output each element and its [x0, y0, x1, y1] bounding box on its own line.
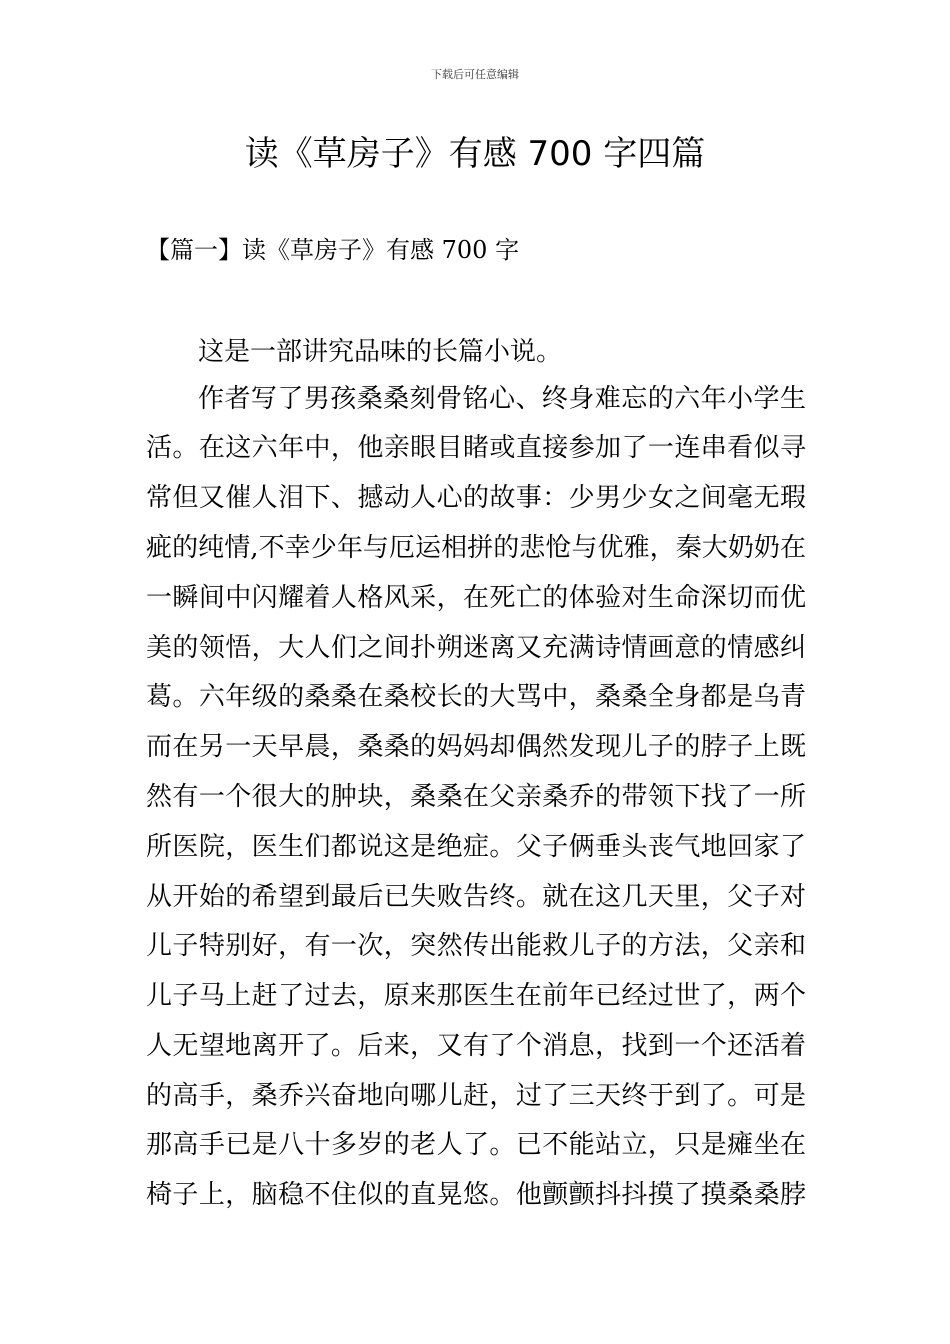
body-line: 作者写了男孩桑桑刻骨铭心、终身难忘的六年小学生 [198, 384, 806, 414]
body-line: 那高手已是八十多岁的老人了。已不能站立，只是瘫坐在 [146, 1130, 806, 1160]
body-line: 儿子特别好，有一次，突然传出能救儿子的方法，父亲和 [146, 931, 806, 961]
body-line: 椅子上，脑稳不住似的直晃悠。他颤颤抖抖摸了摸桑桑脖 [146, 1180, 806, 1210]
body-line: 疵的纯情,不幸少年与厄运相拼的悲怆与优雅，秦大奶奶在 [146, 533, 806, 563]
body-line: 所医院，医生们都说这是绝症。父子俩垂头丧气地回家了 [146, 832, 806, 862]
body-line: 一瞬间中闪耀着人格风采，在死亡的体验对生命深切而优 [146, 583, 806, 613]
document-title: 读《草房子》有感 700 字四篇 [244, 134, 706, 174]
body-line: 的高手，桑乔兴奋地向哪儿赶，过了三天终于到了。可是 [146, 1081, 806, 1111]
body-line: 葛。六年级的桑桑在桑校长的大骂中，桑桑全身都是乌青 [146, 682, 806, 712]
section-heading: 【篇一】读《草房子》有感 700 字 [146, 236, 520, 264]
body-line: 活。在这六年中，他亲眼目睹或直接参加了一连串看似寻 [146, 433, 806, 463]
body-line: 然有一个很大的肿块，桑桑在父亲桑乔的带领下找了一所 [146, 782, 806, 812]
body-line: 常但又催人泪下、撼动人心的故事：少男少女之间毫无瑕 [146, 483, 806, 513]
body-line: 这是一部讲究品味的长篇小说。 [198, 337, 563, 367]
header-note: 下载后可任意编辑 [431, 68, 519, 81]
body-line: 而在另一天早晨，桑桑的妈妈却偶然发现儿子的脖子上既 [146, 732, 806, 762]
body-line: 儿子马上赶了过去，原来那医生在前年已经过世了，两个 [146, 981, 806, 1011]
body-line: 从开始的希望到最后已失败告终。就在这几天里，父子对 [146, 882, 806, 912]
body-line: 人无望地离开了。后来，又有了个消息，找到一个还活着 [146, 1031, 806, 1061]
body-line: 美的领悟，大人们之间扑朔迷离又充满诗情画意的情感纠 [146, 633, 806, 663]
